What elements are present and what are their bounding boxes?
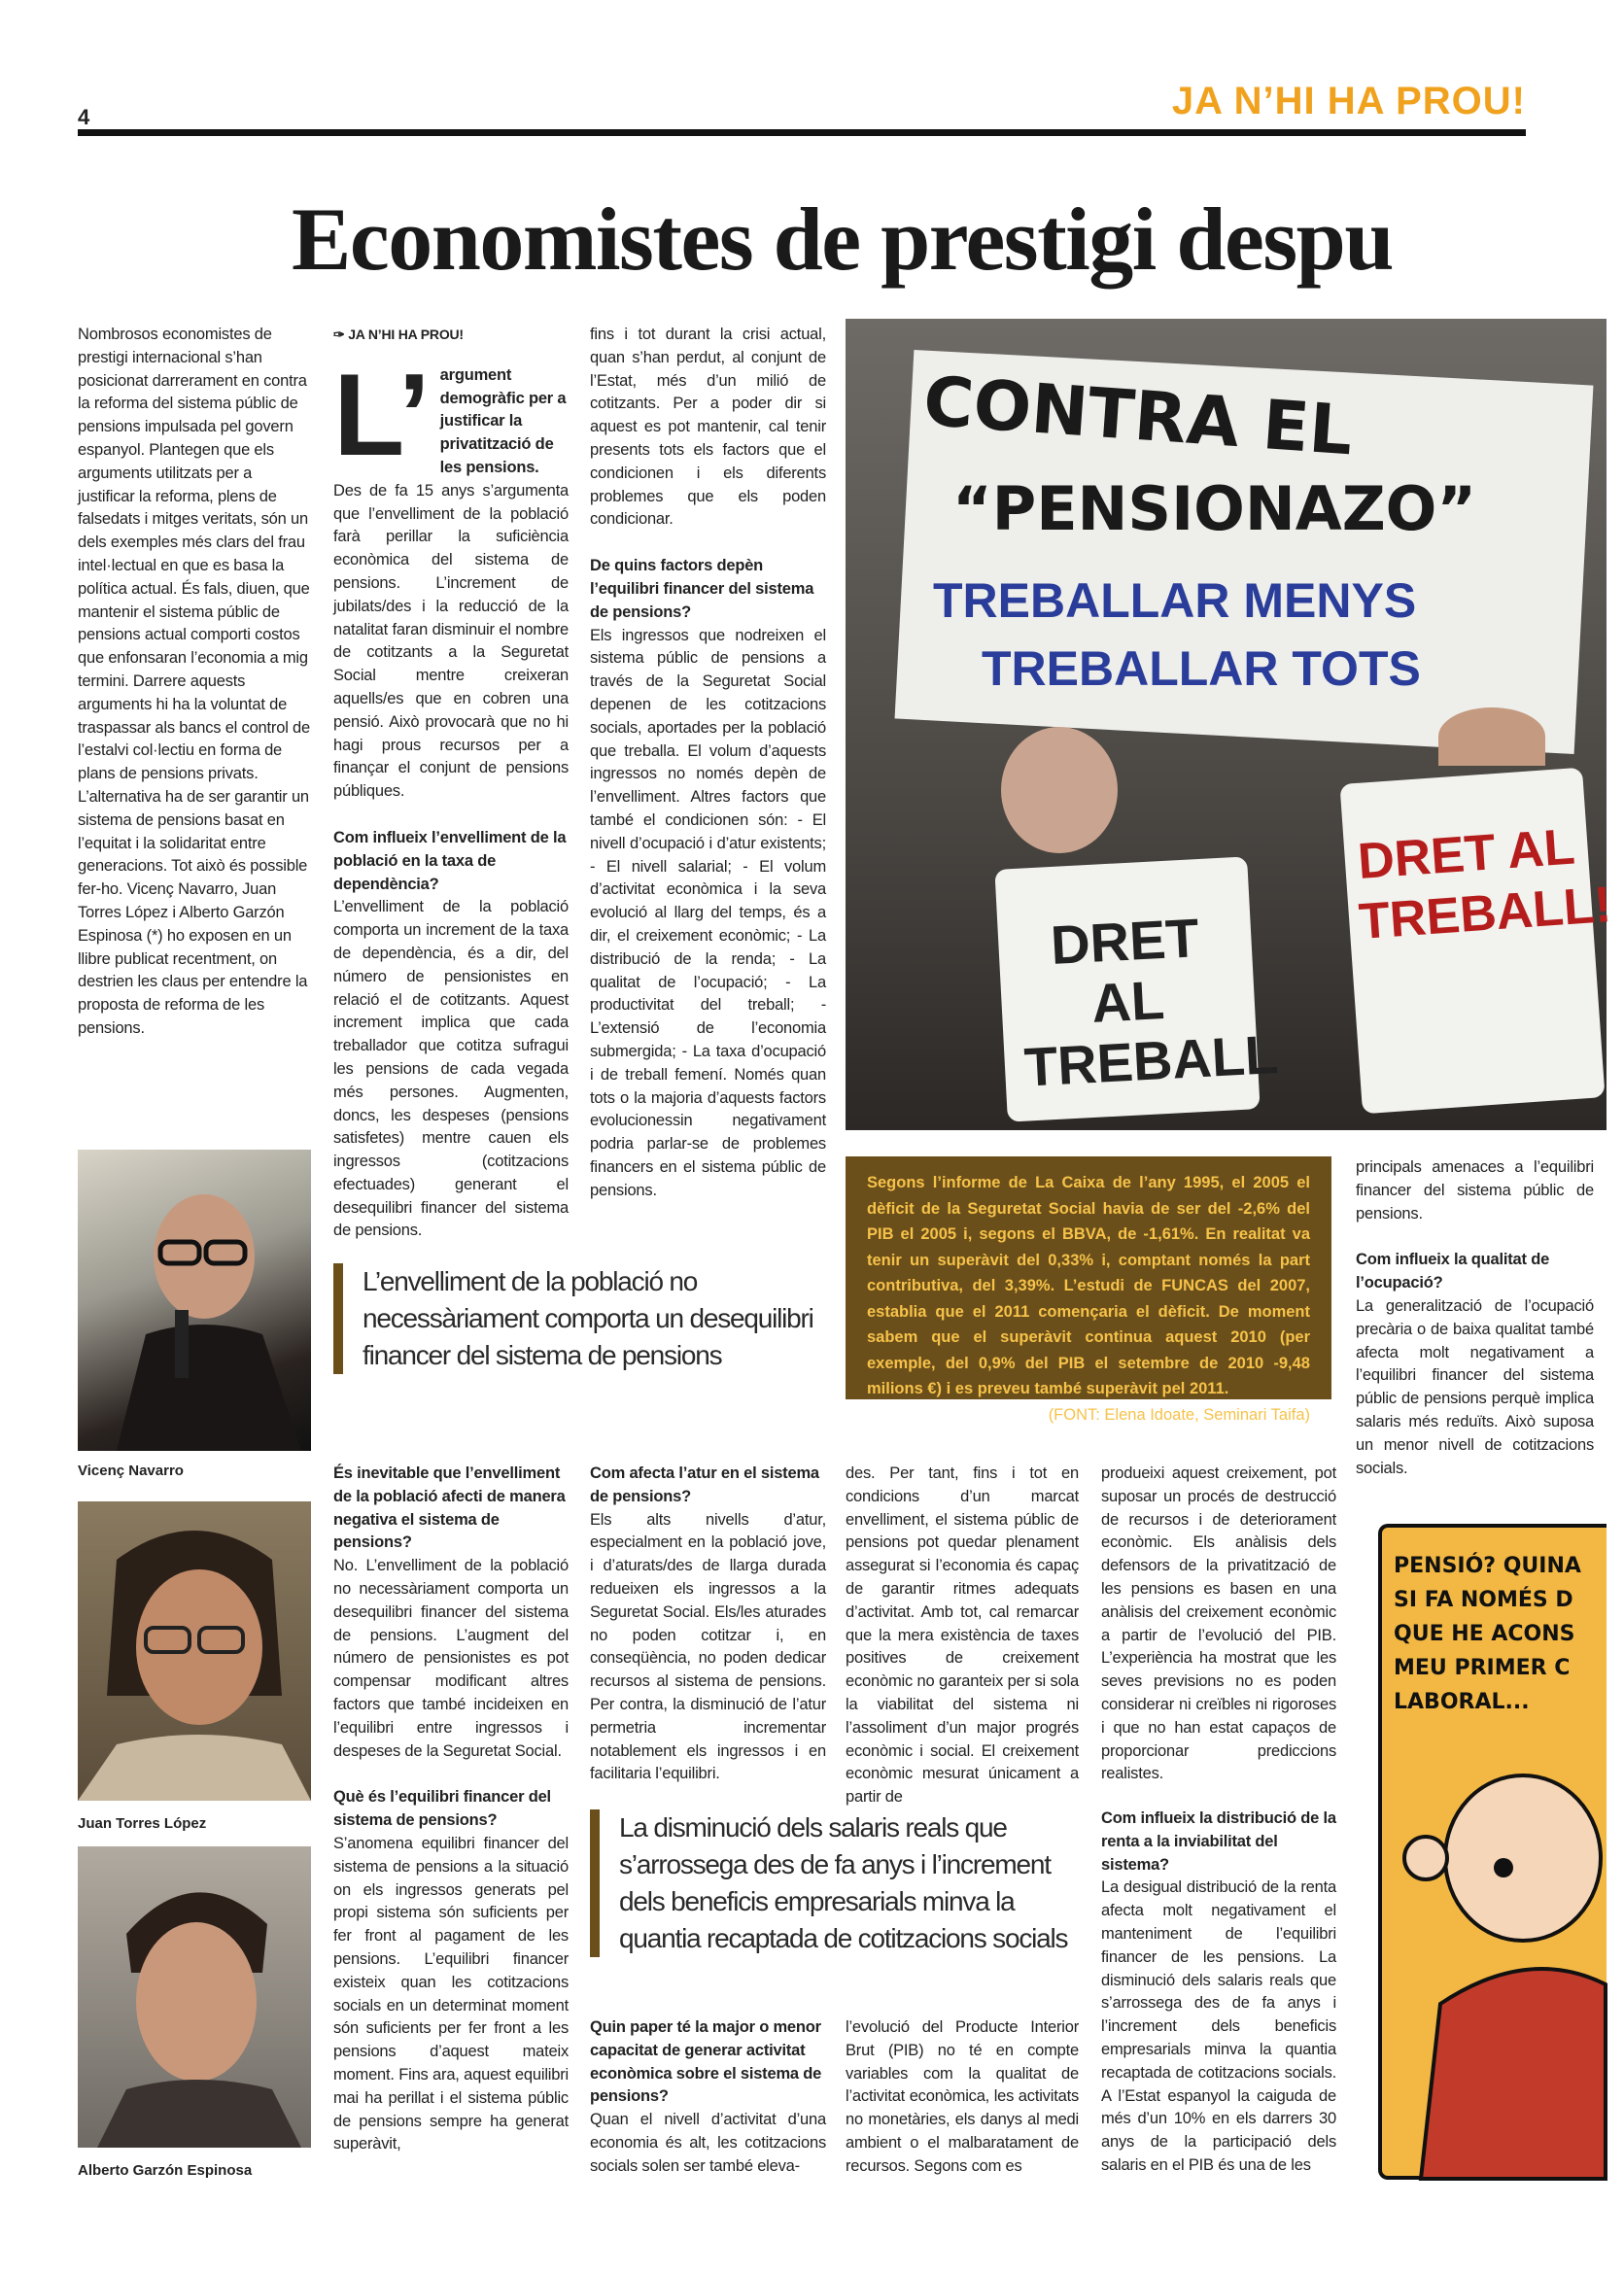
article-column-5-end (1101, 1808, 1336, 2182)
question-heading: Com influeix la qualitat de l’ocupació? (1356, 1251, 1550, 1292)
kicker: ✑ JA N’HI HA PROU! (333, 327, 464, 342)
pull-quote: L’envelliment de la població no necessàriament comporta un desequilibri financer del sistema de pensions (333, 1263, 826, 1374)
paragraph: principals amenaces a l’equilibri financer del sistema públic de pensions. (1356, 1158, 1594, 1223)
question-heading: Com influeix la distribució de la renta a la inviabilitat del sistema? (1101, 1809, 1336, 1874)
question-heading: Com influeix l’envelliment de la població en la taxa de dependència? (333, 828, 567, 893)
article-column-2 (333, 324, 569, 1240)
question-heading: Quin paper té la major o menor capacitat de generar activitat econòmica sobre el sistema de pensions? (590, 2018, 822, 2106)
paragraph: La desigual distribució de la renta afecta molt negativament el manteniment de l’equilibri financer de les pensions. La disminució dels salaris reals que s’arrossega des de fa anys i l’increment dels beneficis empresarials minva la quantia recaptada de cotitzacions socials. A l’Estat espanyol la caiguda de més d’un 10% en els darrers 30 anys de la participació dels salaris en el PIB és una de les (1101, 1878, 1336, 2174)
article-column-4-end: l’evolució del Producte Interior Brut (PIB) no té en compte variables com la qualitat de l’activitat econòmica, les activitats no monetàries, els danys al medi ambient o el malbaratament de recursos. Segons com es (846, 2018, 1079, 2175)
cartoon-text: MEU PRIMER C (1394, 1656, 1571, 1680)
sign: DRET AL TREBALL! (1339, 768, 1605, 1115)
sign: DRET AL TREBALL (994, 856, 1260, 1121)
protest-photo (846, 319, 1613, 1130)
drop-cap: L’ (333, 349, 431, 480)
portrait-torres (78, 1501, 311, 1801)
article-column-3-bottom (590, 1463, 826, 1783)
cartoon-text: PENSIÓ? QUINA (1394, 1554, 1581, 1578)
caption-garzon: Alberto Garzón Espinosa (78, 2162, 253, 2179)
cartoon-text: LABORAL... (1394, 1690, 1530, 1714)
protester-face (1001, 727, 1118, 853)
article-column-4: des. Per tant, fins i tot en condicions d’un marcat envelliment, el sistema públic de pensions pot quedar plenament assegurat si l’economia és capaç de garantir ritmes adequats d’activitat. Amb tot, cal remarcar que la mera existència de taxes positives de creixement econòmic no garanteix per si sola la viabilitat del sistema ni l’assoliment d’un major progrés econòmic i social. El creixement econòmic mesurat únicament a partir de (846, 1464, 1079, 1807)
question-heading: Com afecta l’atur en el sistema de pensions? (590, 1464, 819, 1505)
banner-text: “PENSIONAZO” (952, 473, 1477, 544)
question-heading: De quins factors depèn l’equilibri financer del sistema de pensions? (590, 557, 814, 621)
paragraph: fins i tot durant la crisi actual, quan s’han perdut, al conjunt de l’Estat, més d’un milió de cotitzants. Per a poder dir si aquest es pot mantenir, cal tenir presents tots els factors que el condicionen i els diferents problemes que els poden condicionar. (590, 326, 826, 529)
article-column-5: produeixi aquest creixement, pot suposar un procés de destrucció de recursos i de deteriorament econòmic. Els anàlisis dels defensors de la privatització de les pensions es basen en una anàlisis del creixement econòmic a partir de l’evolució del PIB. L’experiència ha mostrat que les seves previsions no es poden considerar ni creïbles ni rigoroses i que no han estat capaços de proporcionar prediccions realistes. (1101, 1464, 1336, 1783)
paragraph: Des de fa 15 anys s’argumenta que l’envelliment de la població farà perillar la suficiència econòmica del sistema de pensions. L’increment de jubilats/des i la reducció de la natalitat faran disminuir el nombre de cotitzants a la Seguretat Social mentre creixeran aquells/es que en cobren una pensió. Això provocarà que no hi hagi prous recursos per a finançar el conjunt de pensions públiques. (333, 481, 569, 801)
paragraph: No. L’envelliment de la població no necessàriament comporta un desequilibri financer del sistema de pensions. L’augment del número de pensionistes es pot compensar modificant altres factors que també incideixen en l’equilibri entre ingressos i despeses de la Seguretat Social. (333, 1557, 569, 1760)
portrait-garzon (78, 1846, 311, 2148)
cartoon-text: SI FA NOMÉS D (1394, 1588, 1573, 1612)
banner-text: TREBALLAR MENYS (933, 573, 1417, 628)
cartoon (1378, 1524, 1607, 2180)
article-column-3-end (590, 2016, 826, 2182)
banner-text: TREBALLAR TOTS (982, 641, 1421, 696)
section-title: JA N’HI HA PROU! (1171, 80, 1526, 122)
lead-heading: argument demogràfic per a justificar la privatització de les pensions. (439, 365, 567, 476)
page-number: 4 (78, 105, 90, 129)
cartoon-old-man (1382, 1751, 1606, 2179)
intro-text: Nombrosos economistes de prestigi internacional s’han posicionat darrerament en contra la reforma del sistema públic de pensions impulsada pel govern espanyol. Plantegen que els arguments utilitzats per a justificar la reforma, plens de falsedats i mitges veritats, són un dels exemples més clars del frau intel·lectual en que es basa la política actual. És fals, diuen, que mantenir el sistema públic de pensions actual comporti costos que enfonsaran l’economia a mig termini. Darrere aquests arguments hi ha la voluntat de traspassar als bancs el control de l’estalvi col·lectiu en forma de plans de pensions privats. L’alternativa ha de ser garantir un sistema de pensions basat en l’equitat i la solidaritat entre generacions. Tot això és possible fer-ho. Vicenç Navarro, Juan Torres López i Alberto Garzón Espinosa (*) ho exposen en un llibre publicat recentment, on destrien les claus per entendre la proposta de reforma de les pensions. (78, 326, 310, 1037)
article-column-6 (1356, 1156, 1594, 1487)
header-rule (78, 129, 1526, 136)
fact-box-text: Segons l’informe de La Caixa de l’any 1995, el 2005 el dèficit de la Seguretat Social havia de ser del -2,6% del PIB el 2005 i, segons el BBVA, de -1,61%. En realitat va tenir un superàvit del 0,33% i, comptant només la part contributiva, del 3,39%. L’estudi de FUNCAS del 2007, establia que el 2011 començaria el dèficit. De moment sabem que el superàvit continua aquest 2010 (per exemple, del 0,9% del PIB el setembre de 2010 -9,48 milions €) i es preveu també superàvit pel 2011. (867, 1174, 1310, 1397)
protester-face (1438, 707, 1545, 766)
article-column-3 (590, 324, 826, 1237)
fact-box (846, 1156, 1331, 1424)
banner-text: CONTRA EL (920, 361, 1356, 471)
question-heading: Què és l’equilibri financer del sistema de pensions? (333, 1788, 551, 1830)
caption-torres: Juan Torres López (78, 1815, 207, 1832)
article-column-2-bottom (333, 1463, 569, 2182)
pull-quote: La disminució dels salaris reals que s’arrossega des de fa anys i l’increment dels beneficis empresarials minva la quantia recaptada de cotitzacions socials (590, 1809, 1076, 1957)
paragraph: La generalització de l’ocupació precària o de baixa qualitat també afecta molt negativament a l’equilibri financer del sistema públic de pensions perquè implica salaris més reduïts. Això suposa un menor nivell de cotitzacions socials. (1356, 1296, 1594, 1477)
paragraph: Els ingressos que nodreixen el sistema públic de pensions a través de la Seguretat Social depenen de les cotitzacions socials, aportades per la població que treballa. El volum d’aquests ingressos no només depèn de l’envelliment. Altres factors que també el condicionen són: - El nivell d’ocupació i d’atur existents; - El nivell salarial; - El volum d’activitat econòmica i la seva evolució al llarg del temps, és a dir, el creixement econòmic; - La distribució de la renda; - La qualitat de l’ocupació; - La productivitat del treball; - L’extensió de l’economia submergida; - La taxa d’ocupació i de treball femení. Només quan tots o la majoria d’aquests factors evolucionessin negativament podria parlar-se de problemes financers en el sistema públic de pensions. (590, 626, 826, 1199)
paragraph: L’envelliment de la població comporta un increment de la taxa de dependència, és a dir, del número de pensionistes en relació el de cotitzants. Aquest increment implica que cada treballador que cotitza sufragui les pensions de cada vegada més persones. Augmenten, doncs, les despeses (pensions satisfetes) mentre cauen els ingressos (cotitzacions efectuades) generant el desequilibri financer del sistema de pensions. (333, 898, 569, 1240)
paragraph: S’anomena equilibri financer del sistema de pensions a la situació on els ingressos generats pel propi sistema són suficients per fer front al pagament de les pensions. L’equilibri financer existeix quan les cotitzacions socials en un determinat moment són suficients per fer front a les pensions d’aquest mateix moment. Fins ara, aquest equilibri mai ha perillat i el sistema públic de pensions sempre ha generat superàvit, (333, 1834, 569, 2153)
portrait-navarro (78, 1150, 311, 1451)
headline: Economistes de prestigi despu (292, 189, 1394, 289)
fact-box-source: (FONT: Elena Idoate, Seminari Taifa) (1048, 1405, 1310, 1424)
cartoon-text: QUE HE ACONS (1394, 1622, 1575, 1646)
question-heading: És inevitable que l’envelliment de la població afecti de manera negativa el sistema de pensions? (333, 1464, 566, 1552)
caption-navarro: Vicenç Navarro (78, 1463, 184, 1479)
paragraph: Quan el nivell d’activitat d’una economia és alt, les cotitzacions socials solen ser també eleva- (590, 2111, 826, 2175)
paragraph: Els alts nivells d’atur, especialment en la població jove, i d’aturats/des de llarga durada redueixen els ingressos a la Seguretat Social. Els/les aturades no poden cotitzar i, en conseqüència, no poden dedicar recursos al sistema de pensions. Per contra, la disminució de l’atur permetria incrementar notablement els ingressos i en facilitaria l’equilibri. (590, 1510, 826, 1783)
